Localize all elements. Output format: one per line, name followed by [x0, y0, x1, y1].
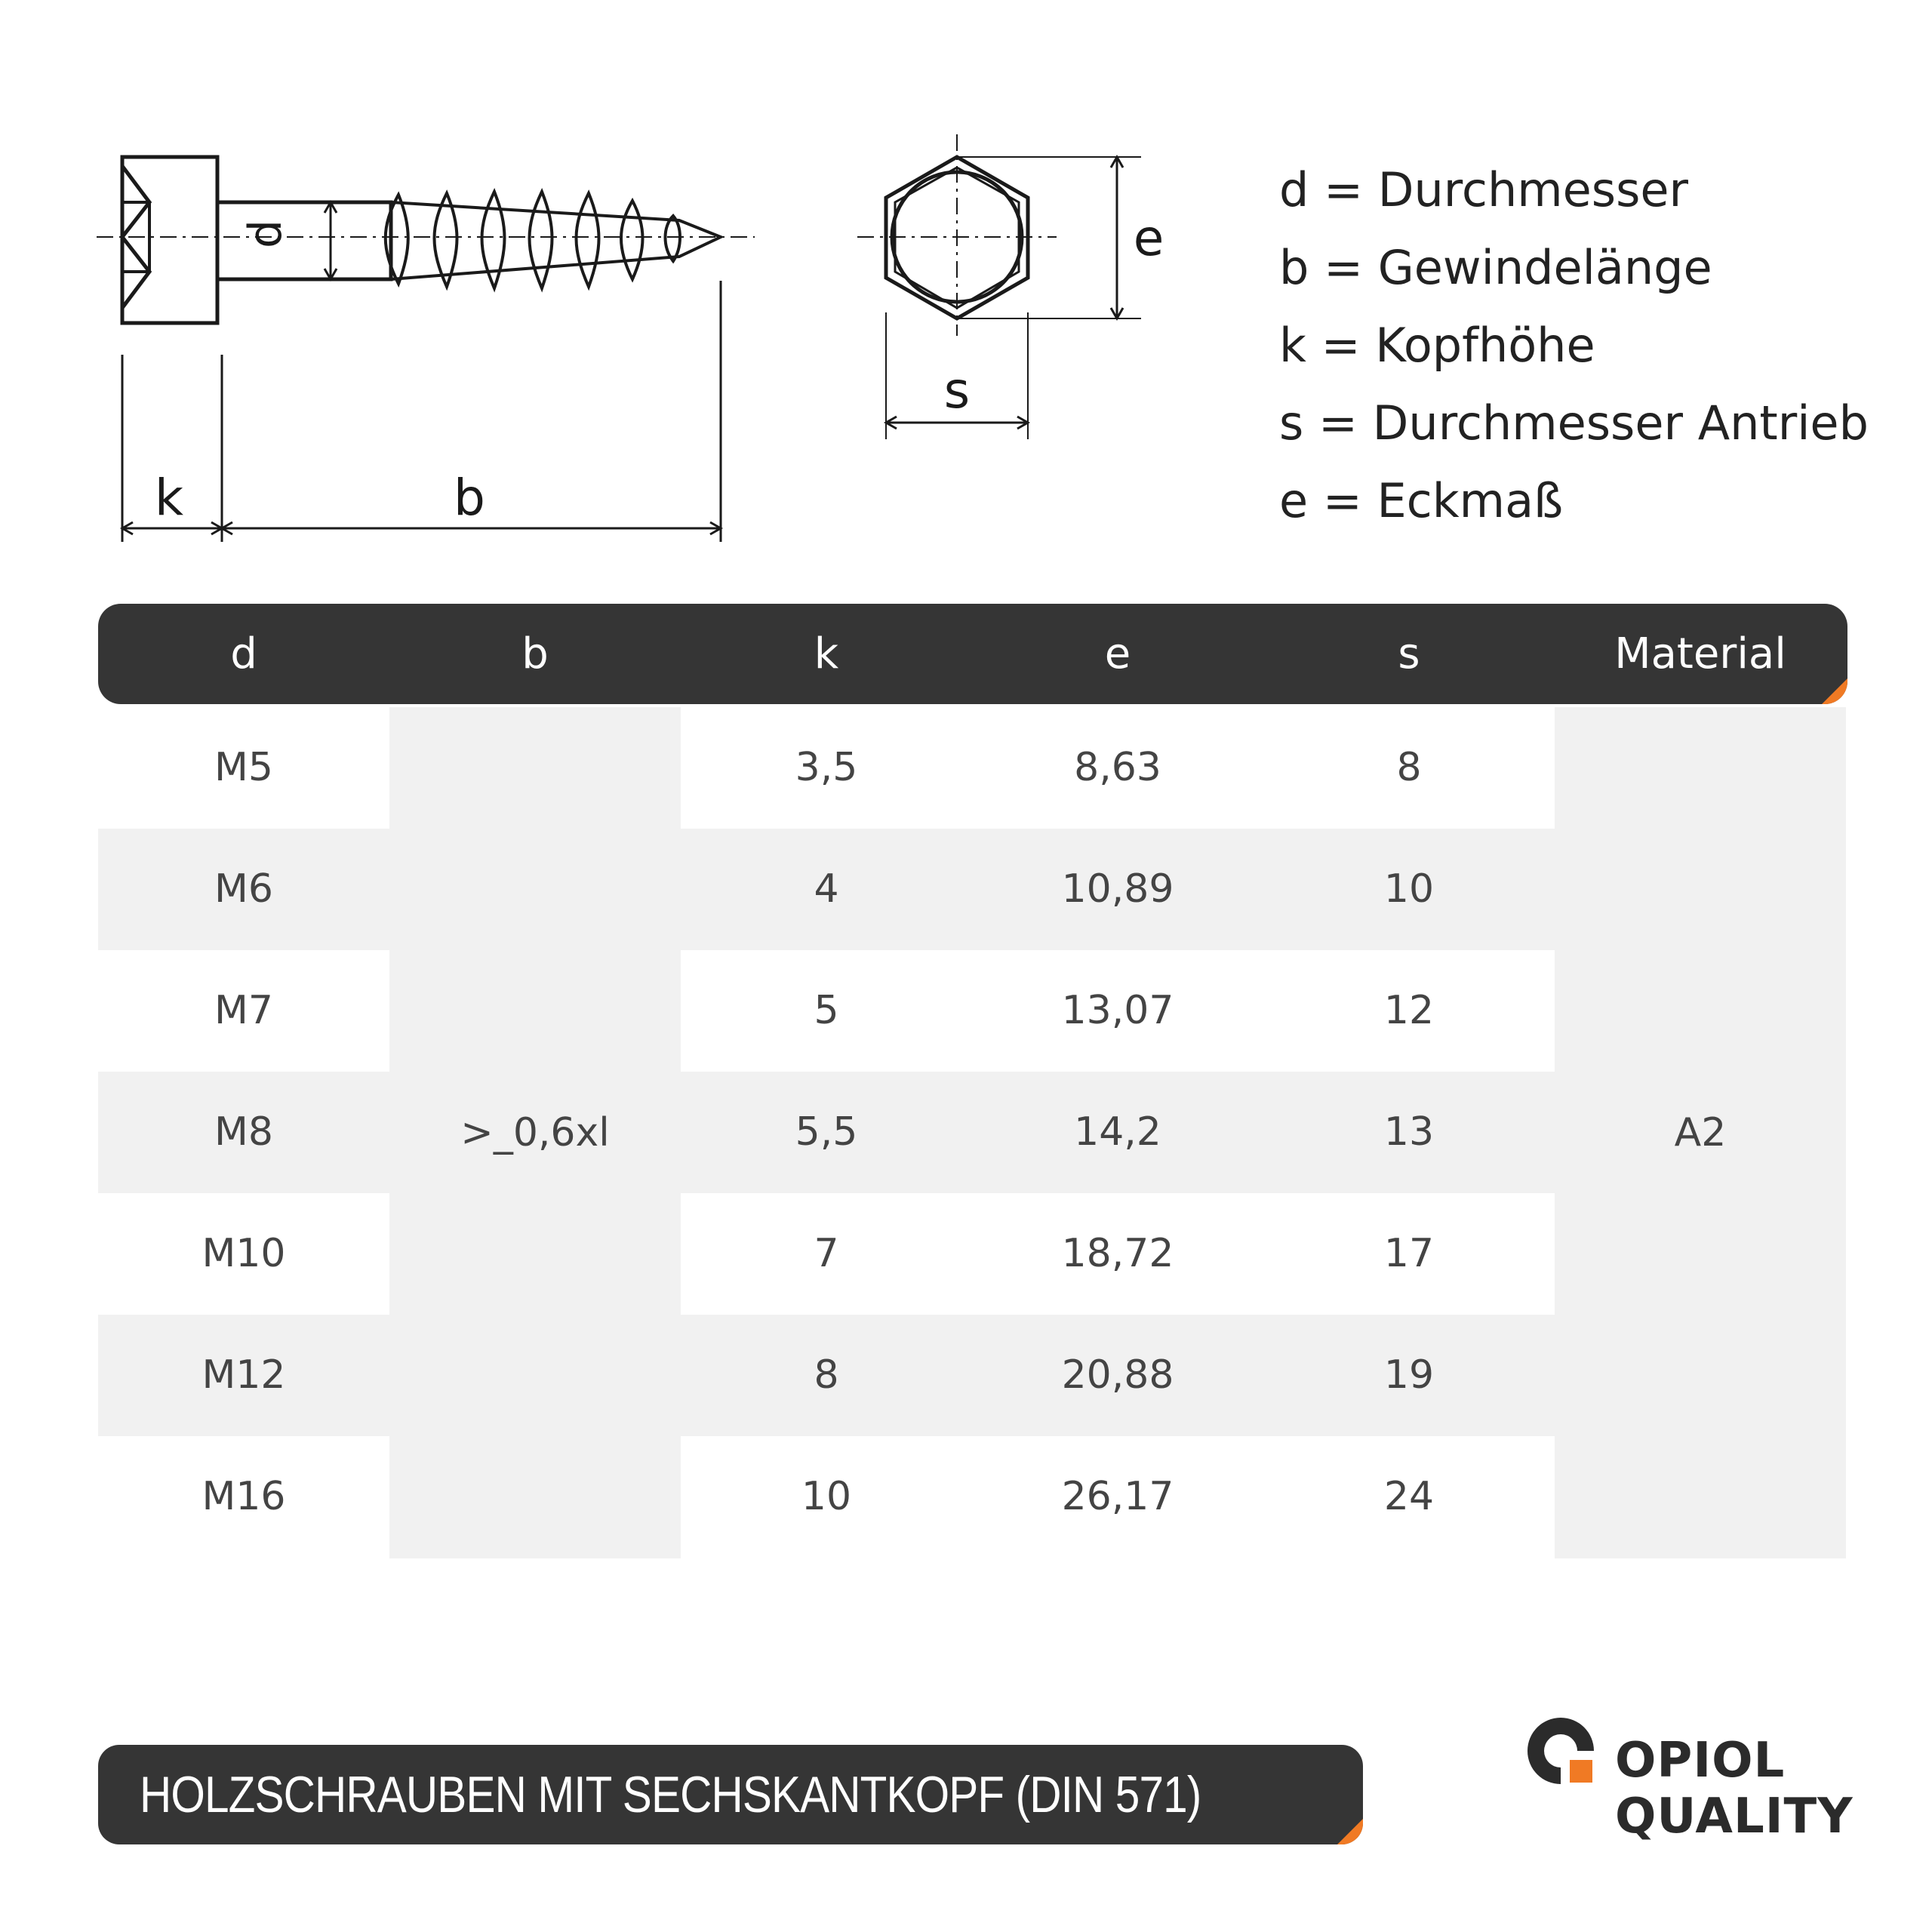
table-cell-s: 24: [1263, 1436, 1555, 1558]
table-cell-e: 14,2: [972, 1072, 1263, 1193]
table-cell-d: M5: [98, 707, 389, 829]
table-cell-e: 10,89: [972, 829, 1263, 950]
header-k: k: [814, 629, 839, 678]
brand-name-line2: QUALITY: [1615, 1789, 1854, 1844]
label-s: s: [943, 361, 971, 420]
opiol-logo-icon: [1523, 1713, 1606, 1796]
legend-item-s: s = Durchmesser Antrieb: [1279, 395, 1869, 451]
table-cell-d: M12: [98, 1315, 389, 1436]
dimension-legend: [1279, 151, 1869, 540]
header-d: d: [230, 629, 257, 678]
table-cell-s: 17: [1263, 1193, 1555, 1315]
table-cell-d: M16: [98, 1436, 389, 1558]
brand-name-line1: OPIOL: [1615, 1733, 1786, 1789]
label-e: e: [1133, 209, 1164, 267]
table-cell-d: M10: [98, 1193, 389, 1315]
legend-item-k: k = Kopfhöhe: [1279, 318, 1595, 373]
table-cell-k: 5,5: [681, 1072, 972, 1193]
table-cell-d: M8: [98, 1072, 389, 1193]
dimension-table: [98, 604, 1847, 1558]
table-cell-s: 12: [1263, 950, 1555, 1072]
table-cell-s: 19: [1263, 1315, 1555, 1436]
table-cell-s: 8: [1263, 707, 1555, 829]
label-k: k: [154, 469, 184, 527]
table-cell-d: M7: [98, 950, 389, 1072]
title-bar: [98, 1745, 1363, 1844]
table-cell-e: 8,63: [972, 707, 1263, 829]
title-accent-corner: [1337, 1819, 1363, 1844]
b-value-cell: >_0,6xl: [389, 707, 681, 1558]
header-accent-corner: [1822, 678, 1847, 704]
legend-item-d: d = Durchmesser: [1279, 162, 1689, 217]
table-cell-e: 18,72: [972, 1193, 1263, 1315]
label-d: d: [239, 219, 292, 249]
legend-item-b: b = Gewindelänge: [1279, 240, 1712, 295]
table-cell-s: 13: [1263, 1072, 1555, 1193]
table-cell-k: 8: [681, 1315, 972, 1436]
header-e: e: [1104, 629, 1131, 678]
table-cell-k: 7: [681, 1193, 972, 1315]
header-s: s: [1398, 629, 1420, 678]
header-material: Material: [1614, 629, 1786, 678]
brand-logo: [1523, 1713, 1855, 1857]
material-value-cell: A2: [1555, 707, 1846, 1558]
page-title: HOLZSCHRAUBEN MIT SECHSKANTKOPF (DIN 571): [140, 1766, 1201, 1823]
legend-item-e: e = Eckmaß: [1279, 473, 1564, 528]
header-b: b: [521, 629, 549, 678]
table-cell-e: 13,07: [972, 950, 1263, 1072]
table-cell-k: 3,5: [681, 707, 972, 829]
table-cell-k: 5: [681, 950, 972, 1072]
table-cell-s: 10: [1263, 829, 1555, 950]
table-cell-d: M6: [98, 829, 389, 950]
table-header: [98, 604, 1847, 704]
table-cell-e: 26,17: [972, 1436, 1263, 1558]
table-cell-e: 20,88: [972, 1315, 1263, 1436]
label-b: b: [454, 469, 485, 527]
table-body: [98, 707, 1847, 1558]
table-cell-k: 4: [681, 829, 972, 950]
table-cell-k: 10: [681, 1436, 972, 1558]
